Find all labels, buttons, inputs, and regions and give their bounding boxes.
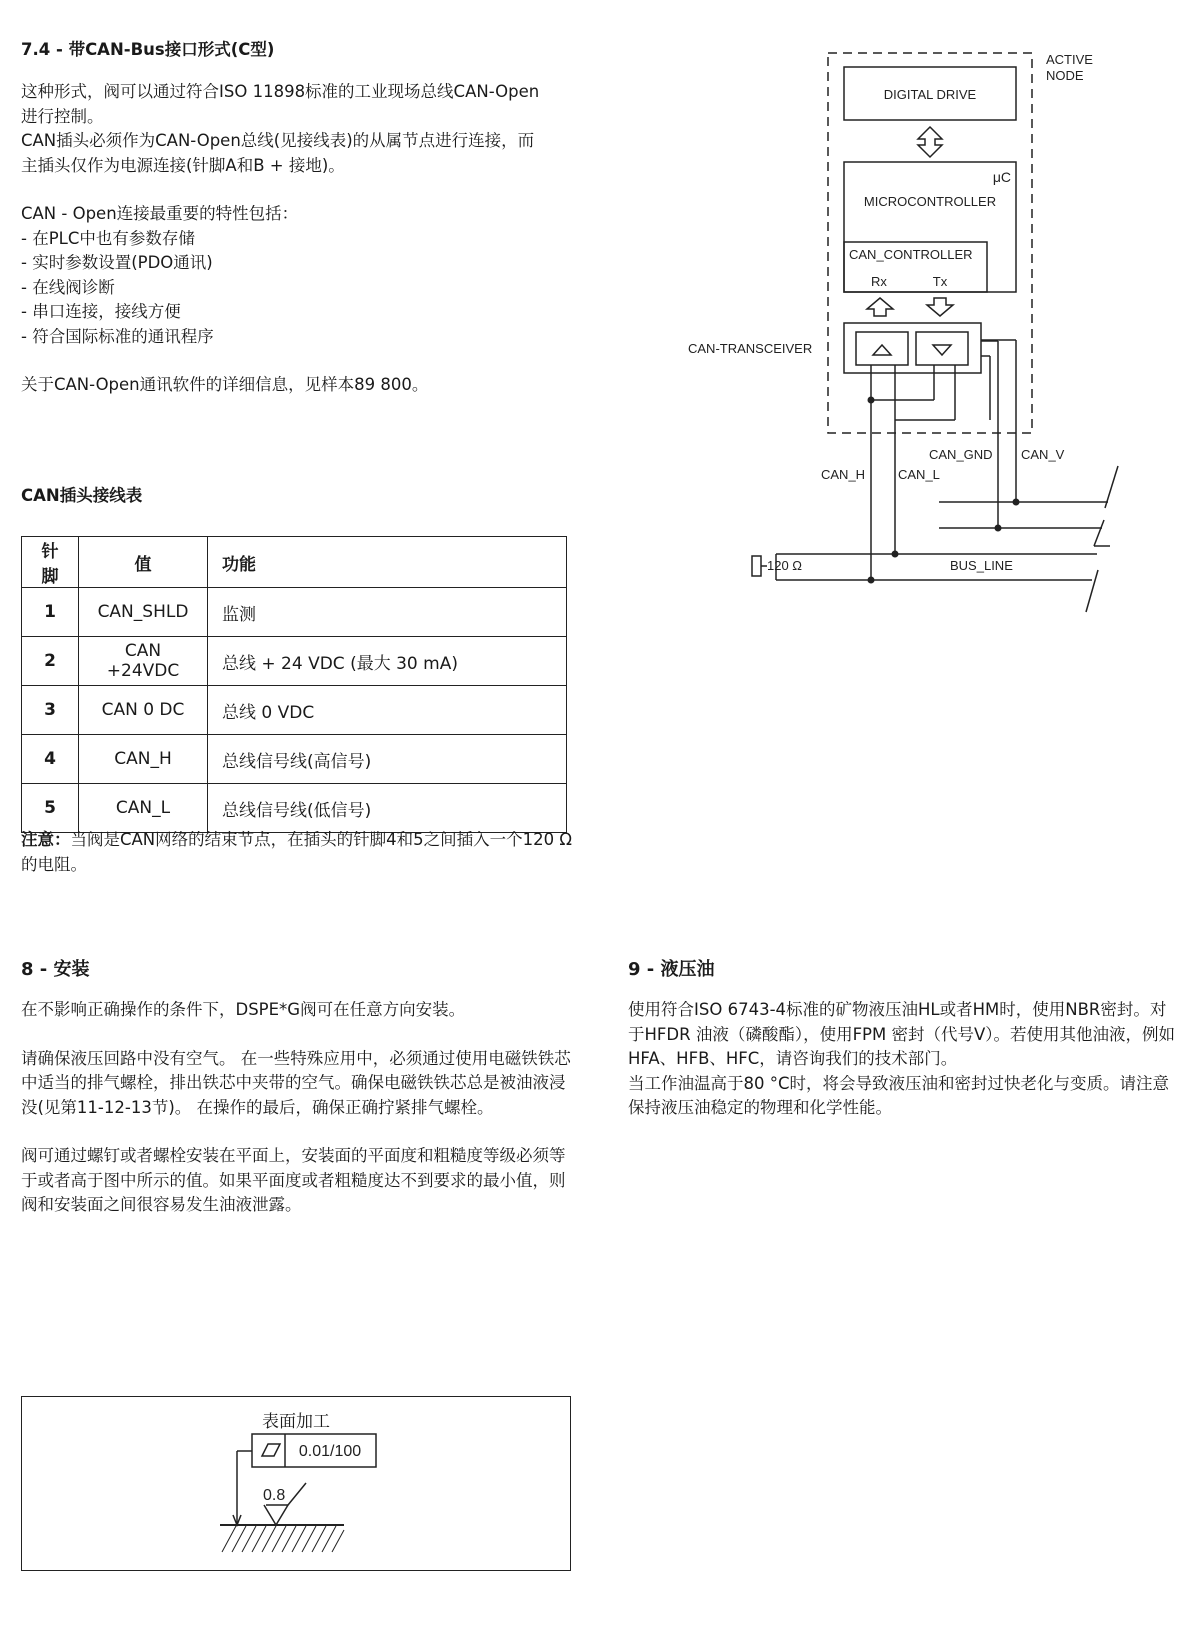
note-text: 当阀是CAN网络的结束节点，在插头的针脚4和5之间插入一个120 Ω的电阻。 xyxy=(21,830,572,874)
value-cell: CAN 0 DC xyxy=(79,686,208,735)
section-9-body xyxy=(628,998,1182,1121)
can-l-label: CAN_L xyxy=(898,467,940,482)
header-value: 值 xyxy=(79,537,208,588)
section-9-title: 9 - 液压油 xyxy=(628,959,715,980)
surface-finish-symbols xyxy=(22,1397,570,1570)
uc-label: μC xyxy=(992,169,1011,185)
roughness-icon xyxy=(264,1505,288,1525)
can-gnd-label: CAN_GND xyxy=(929,447,993,462)
digital-drive-label: DIGITAL DRIVE xyxy=(883,87,977,102)
table-title: CAN插头接线表 xyxy=(21,486,143,505)
resistor-label: 120 Ω xyxy=(767,558,803,573)
section-7-4-title: 7.4 - 带CAN-Bus接口形式(C型) xyxy=(21,40,275,59)
section-8-title: 8 - 安装 xyxy=(21,959,90,980)
triangle-up-icon xyxy=(873,345,891,355)
air-bleed-paragraph: 请确保液压回路中没有空气。 在一些特殊应用中，必须通过使用电磁铁铁芯中适当的排气螺栓，排出铁芯中夹带的空气。确保电磁铁铁芯总是被油液浸没(见第11-12-13节)。 在操作的最后，确保正确拧紧排气螺栓。 xyxy=(21,1048,571,1117)
resistor-icon xyxy=(752,556,761,576)
transmitter-block xyxy=(916,332,968,365)
feature-item: - 在线阀诊断 xyxy=(21,277,115,297)
function-cell: 总线 0 VDC xyxy=(208,686,567,735)
feature-item: - 在PLC中也有参数存储 xyxy=(21,228,195,248)
active-node-boundary xyxy=(828,53,1032,433)
receiver-block xyxy=(856,332,908,365)
header-pin: 针脚 xyxy=(22,537,79,588)
triangle-down-icon xyxy=(933,345,951,355)
surface-finish-box xyxy=(21,1396,571,1571)
feature-item: - 符合国际标准的通讯程序 xyxy=(21,326,214,346)
section-8-body xyxy=(21,998,574,1218)
microcontroller-label: MICROCONTROLLER xyxy=(863,194,997,209)
value-cell: CAN_SHLD xyxy=(79,588,208,637)
flatness-value: 0.01/100 xyxy=(298,1443,362,1460)
pin-cell: 3 xyxy=(22,686,79,735)
can-h-label: CAN_H xyxy=(821,467,866,482)
table-row xyxy=(22,686,567,735)
intro-paragraph: 这种形式，阀可以通过符合ISO 11898标准的工业现场总线CAN-Open进行控制。 xyxy=(21,82,540,126)
active-node-label-2: NODE xyxy=(1046,68,1084,83)
note-label: 注意： xyxy=(21,830,71,849)
value-cell: CAN +24VDC xyxy=(79,637,208,686)
can-wiring-diagram xyxy=(0,0,1200,640)
microcontroller-box xyxy=(844,162,1016,292)
pin-cell: 4 xyxy=(22,735,79,784)
tx-arrow-icon xyxy=(927,298,953,316)
function-cell: 总线信号线(低信号) xyxy=(208,784,567,833)
rx-arrow-icon xyxy=(867,298,893,316)
temperature-paragraph: 当工作油温高于80 °C时，将会导致液压油和密封过快老化与变质。请注意保持液压油稳定的物理和化学性能。 xyxy=(628,1073,1170,1117)
pin-cell: 2 xyxy=(22,637,79,686)
function-cell: 监测 xyxy=(208,588,567,637)
feature-item: - 串口连接，接线方便 xyxy=(21,302,181,321)
connection-paragraph: CAN插头必须作为CAN-Open总线(见接线表)的从属节点进行连接，而主插头仅作为电源连接(针脚A和B + 接地)。 xyxy=(21,131,535,175)
bidirectional-arrow-icon xyxy=(918,127,942,157)
can-v-label: CAN_V xyxy=(1021,447,1065,462)
table-row xyxy=(22,637,567,686)
tx-label: Tx xyxy=(932,274,948,289)
rx-label: Rx xyxy=(871,274,887,289)
bus-line-label: BUS_LINE xyxy=(950,558,1013,573)
transceiver-label: CAN-TRANSCEIVER xyxy=(688,341,813,356)
note xyxy=(21,828,577,877)
active-node-label-1: ACTIVE xyxy=(1046,52,1093,67)
more-info-paragraph: 关于CAN-Open通讯软件的详细信息，见样本89 800。 xyxy=(21,375,429,394)
function-cell: 总线信号线(高信号) xyxy=(208,735,567,784)
mounting-paragraph: 阀可通过螺钉或者螺栓安装在平面上，安装面的平面度和粗糙度等级必须等于或者高于图中所示的值。如果平面度或者粗糙度达不到要求的最小值，则阀和安装面之间很容易发生油液泄露。 xyxy=(21,1146,566,1214)
roughness-value: 0.8 xyxy=(263,1487,286,1504)
table-row xyxy=(22,735,567,784)
table-row xyxy=(22,784,567,833)
can-controller-label: CAN_CONTROLLER xyxy=(849,247,973,262)
feature-item: - 实时参数设置(PDO通讯) xyxy=(21,253,213,272)
orientation-paragraph: 在不影响正确操作的条件下，DSPE*G阀可在任意方向安装。 xyxy=(21,1000,466,1019)
pin-cell: 1 xyxy=(22,588,79,637)
pin-cell: 5 xyxy=(22,784,79,833)
features-intro: CAN - Open连接最重要的特性包括： xyxy=(21,204,299,223)
flatness-icon xyxy=(262,1444,280,1456)
value-cell: CAN_L xyxy=(79,784,208,833)
header-function: 功能 xyxy=(208,537,567,588)
value-cell: CAN_H xyxy=(79,735,208,784)
fluid-paragraph: 使用符合ISO 6743-4标准的矿物液压油HL或者HM时，使用NBR密封。对于HFDR 油液（磷酸酯），使用FPM 密封（代号V）。若使用其他油液，例如HFA、HFB、HFC，请咨询我们的技术部门。 xyxy=(628,1000,1176,1068)
function-cell: 总线 + 24 VDC (最大 30 mA) xyxy=(208,637,567,686)
surface-finish-title: 表面加工 xyxy=(262,1412,330,1432)
